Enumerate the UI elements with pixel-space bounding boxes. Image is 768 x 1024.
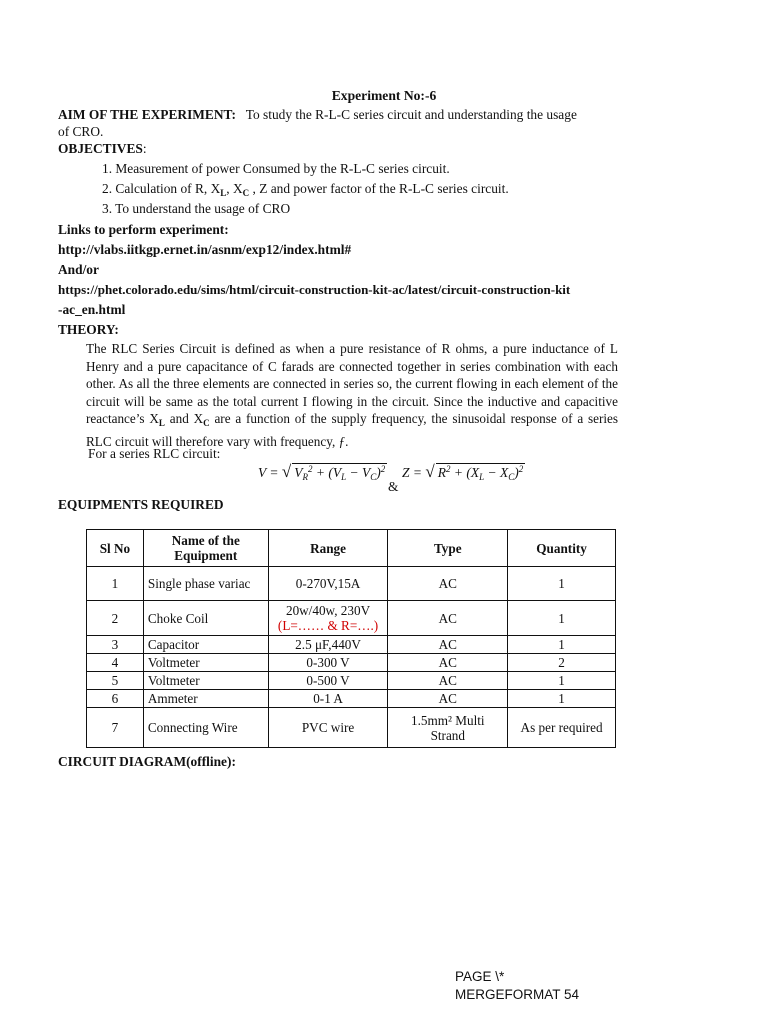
table-cell: 7 [87, 708, 144, 748]
objectives-heading: OBJECTIVES: [58, 141, 147, 156]
header-cell: Sl No [87, 530, 144, 567]
table-cell: 2.5 μF,440V [268, 636, 388, 654]
page-footer [455, 968, 579, 1004]
table-cell: Voltmeter [143, 672, 268, 690]
header-cell: Range [268, 530, 388, 567]
table-cell: PVC wire [268, 708, 388, 748]
table-cell: 1.5mm² Multi Strand [388, 708, 508, 748]
table-cell: 0-300 V [268, 654, 388, 672]
table-cell: AC [388, 567, 508, 601]
header-cell: Type [388, 530, 508, 567]
table-header-row [87, 530, 616, 567]
table-cell: As per required [508, 708, 616, 748]
aim-label: AIM OF THE EXPERIMENT: [58, 107, 236, 122]
phet-link-continued[interactable]: -ac_en.html [58, 302, 126, 317]
table-cell: 6 [87, 690, 144, 708]
objective-item-2: 2. Calculation of R, $X_L$, $X_C$ , Z and power factor of the R-L-C series circuit. [102, 181, 509, 198]
table-row [87, 567, 616, 601]
table-cell: AC [388, 672, 508, 690]
table-row [87, 601, 616, 636]
and-or-text: And/or [58, 262, 99, 277]
table-cell: 5 [87, 672, 144, 690]
table-cell: 1 [508, 601, 616, 636]
table-row [87, 654, 616, 672]
ampersand: & [388, 479, 399, 494]
table-cell: 20w/40w, 230V (L=…… & R=….) [268, 601, 388, 636]
table-row [87, 708, 616, 748]
table-cell: Voltmeter [143, 654, 268, 672]
theory-paragraph: The RLC Series Circuit is defined as when a pure resistance of R ohms, a pure inductance of L Henry and a pure capacitance of C farads are connected together in series combination with each other. As all the three elements are connected in series so, the current flowing in each element of the circuit will be same as the total current I flowing in the circuit. Since the inductive and capacitive reactance’s $X_L$ and $X_C$ are a function of the supply frequency, the sinusoidal response of a series RLC circuit will therefore vary with frequency, ƒ. [86, 341, 619, 449]
table-cell: Connecting Wire [143, 708, 268, 748]
table-cell: 1 [87, 567, 144, 601]
table-cell: 2 [87, 601, 144, 636]
table-row [87, 636, 616, 654]
header-cell: Quantity [508, 530, 616, 567]
vlabs-link[interactable]: http://vlabs.iitkgp.ernet.in/asnm/exp12/index.html# [58, 242, 352, 257]
footer-line2: MERGEFORMAT 54 [455, 987, 580, 1002]
table-cell: AC [388, 636, 508, 654]
aim-line [58, 106, 577, 123]
for-series-text: For a series RLC circuit: [88, 446, 221, 461]
header-cell: Name of the Equipment [143, 530, 268, 567]
objective-item-3: 3. To understand the usage of CRO [102, 201, 291, 216]
links-heading: Links to perform experiment: [58, 222, 229, 237]
table-cell: 4 [87, 654, 144, 672]
table-row [87, 672, 616, 690]
phet-link[interactable]: https://phet.colorado.edu/sims/html/circuit-construction-kit-ac/latest/circuit-construction-kit [58, 282, 571, 297]
table-cell: Choke Coil [143, 601, 268, 636]
aim-text: To study the R-L-C series circuit and understanding the usage [245, 107, 577, 122]
table-cell: Ammeter [143, 690, 268, 708]
table-cell: 1 [508, 690, 616, 708]
circuit-diagram-heading: CIRCUIT DIAGRAM(offline): [58, 754, 236, 769]
table-cell: 0-500 V [268, 672, 388, 690]
equipments-heading: EQUIPMENTS REQUIRED [58, 497, 224, 512]
table-cell: 0-270V,15A [268, 567, 388, 601]
footer-line1: PAGE \* [455, 969, 505, 984]
voltage-equation: V = √ $V_R^2 + (V_L - V_C)^2$ [258, 462, 386, 482]
page-title: Experiment No:-6 [331, 88, 437, 103]
table-cell: 1 [508, 672, 616, 690]
table-row [87, 690, 616, 708]
choke-note: (L=…… & R=….) [277, 618, 379, 633]
table-cell: 0-1 A [268, 690, 388, 708]
table-cell: 3 [87, 636, 144, 654]
aim-text-line2: of CRO. [58, 124, 104, 139]
table-cell: 1 [508, 567, 616, 601]
table-cell: AC [388, 654, 508, 672]
table-cell: 1 [508, 636, 616, 654]
equipment-table [86, 529, 616, 748]
table-cell: Single phase variac [143, 567, 268, 601]
impedance-equation: Z = √ $R^2 + (X_L - X_C)^2$ [402, 462, 524, 482]
table-cell: AC [388, 690, 508, 708]
table-cell: Capacitor [143, 636, 268, 654]
table-cell: AC [388, 601, 508, 636]
objective-item-1: 1. Measurement of power Consumed by the R-L-C series circuit. [102, 161, 450, 176]
theory-heading: THEORY: [58, 322, 119, 337]
table-cell: 2 [508, 654, 616, 672]
